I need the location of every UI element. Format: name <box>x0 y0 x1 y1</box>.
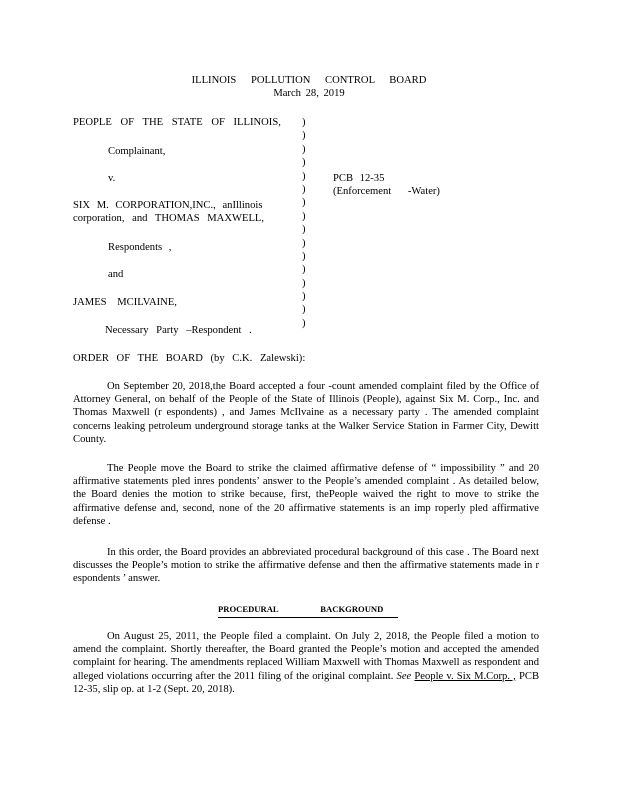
paren: ) <box>302 291 306 303</box>
paragraph-overview <box>73 546 539 586</box>
paragraph-text: In this order, the Board provides an abbreviated procedural background of this case . The Board next discusses the People’s motion to strike the affirmative defense and then the affirmative statements made in r espondents ’ answer. <box>73 547 539 585</box>
paragraph-intro <box>73 380 539 446</box>
respondents-role: Respondents , <box>108 242 172 253</box>
case-citation: People v. Six M.Corp. , <box>414 670 516 682</box>
caption-parentheses <box>302 116 312 330</box>
paren: ) <box>302 130 306 142</box>
necessary-party-role: Necessary Party –Respondent . <box>105 325 252 336</box>
and-label: and <box>108 269 124 280</box>
complainant-role: Complainant, <box>108 146 166 157</box>
citation-tail: PCB 12-35, slip op. at 1-2 (Sept. 20, 2018). <box>73 670 540 695</box>
paren: ) <box>302 183 306 195</box>
order-date: March 28, 2019 <box>273 88 345 99</box>
paren: ) <box>302 250 306 262</box>
necessary-party-name: JAMES MCILVAINE, <box>73 297 177 308</box>
paren: ) <box>302 237 306 249</box>
paragraph-procedural <box>73 630 539 696</box>
paren: ) <box>302 224 306 236</box>
section-heading: PROCEDURAL BACKGROUND <box>218 603 398 618</box>
board-title: ILLINOIS POLLUTION CONTROL BOARD <box>191 75 427 86</box>
case-type: (Enforcement -Water) <box>333 186 440 197</box>
paren: ) <box>302 210 306 222</box>
paragraph-motion <box>73 462 539 528</box>
order-heading: ORDER OF THE BOARD (by C.K. Zalewski): <box>73 353 306 364</box>
paren: ) <box>302 317 306 329</box>
paren: ) <box>302 143 306 155</box>
paren: ) <box>302 117 306 128</box>
paren: ) <box>302 304 306 316</box>
respondent-line-1: SIX M. CORPORATION,INC., anIllinois <box>73 200 263 211</box>
case-number: PCB 12-35 <box>333 173 385 184</box>
plaintiff-name: PEOPLE OF THE STATE OF ILLINOIS, <box>73 117 281 128</box>
paren: ) <box>302 157 306 169</box>
paren: ) <box>302 277 306 289</box>
citation-signal: See <box>396 670 412 682</box>
paragraph-text: The People move the Board to strike the claimed affirmative defense of “ impossibility ” and 20 affirmative statements pled inres pondents’ answer to the People’s amended complaint . As detailed below, the Board denies the motion to strike because, first, thePeople waived the right to move to strike the affirmative defense and, second, none of the 20 affirmative statements is an imp roperly pled affirmative defense . <box>73 463 539 527</box>
paren: ) <box>302 264 306 276</box>
respondent-line-2: corporation, and THOMAS MAXWELL, <box>73 213 265 224</box>
paragraph-text: On September 20, 2018,the Board accepted a four -count amended complaint filed by the Office of Attorney General, on behalf of the People of the State of Illinois (People), against Six M. Corp., Inc. and Thomas Maxwell (r espondents) , and James McIlvaine as a necessary party . The amended complaint concerns leaking petroleum underground storage tanks at the Walker Service Station in Farmer City, Dewitt County. <box>73 381 539 445</box>
paragraph-text: On August 25, 2011, the People filed a complaint. On July 2, 2018, the People filed a motion to amend the complaint. Shortly thereafter, the Board granted the People’s motion and accepted the amended complaint for hearing. The amendments replaced William Maxwell with Thomas Maxwell as respondent and alleged violations occurring after the 2011 filing of the original complaint. <box>73 631 539 682</box>
paren: ) <box>302 170 306 182</box>
versus-label: v. <box>108 173 116 184</box>
paren: ) <box>302 197 306 209</box>
